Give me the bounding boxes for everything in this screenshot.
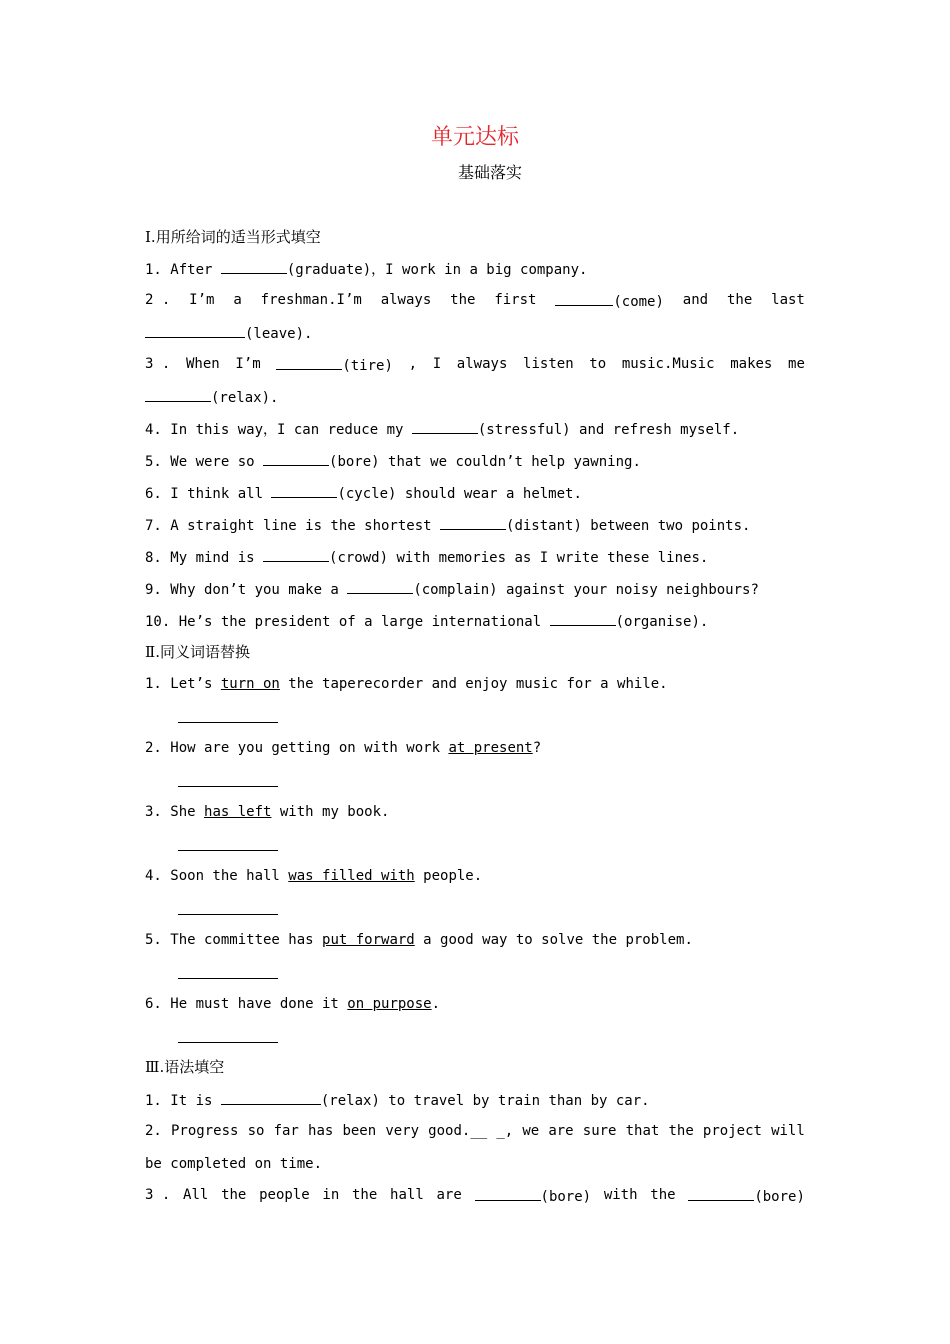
answer-line[interactable] (178, 914, 278, 915)
answer-line[interactable] (178, 850, 278, 851)
answer-blank[interactable] (688, 1186, 754, 1201)
answer-blank[interactable] (555, 291, 613, 306)
answer-blank[interactable] (263, 451, 329, 466)
p1-q3: 3 . When I’m (tire) , I always listen to music.Music makes me (145, 356, 805, 374)
answer-blank[interactable] (263, 547, 329, 562)
p2-q6: 6. He must have done it on purpose. (145, 996, 441, 1012)
p2-q2: 2. How are you getting on with work at present? (145, 740, 542, 756)
p1-q10: 10. He’s the president of a large international (organise). (145, 611, 805, 631)
p3-q1: 1. It is (relax) to travel by train than by car. (145, 1090, 805, 1110)
p1-q9: 9. Why don’t you make a (complain) against your noisy neighbours? (145, 579, 805, 599)
answer-line[interactable] (178, 978, 278, 979)
p1-q7: 7. A straight line is the shortest (distant) between two points. (145, 515, 805, 535)
answer-blank[interactable] (347, 579, 413, 594)
p2-q1: 1. Let’s turn on the taperecorder and enjoy music for a while. (145, 676, 668, 692)
section-3-heading: Ⅲ.语法填空 (145, 1058, 225, 1076)
answer-blank[interactable] (475, 1186, 541, 1201)
answer-blank[interactable] (550, 611, 616, 626)
p1-q2: 2 . I’m a freshman.I’m always the first (come) and the last (145, 292, 805, 310)
answer-blank[interactable] (412, 419, 478, 434)
answer-blank[interactable] (271, 483, 337, 498)
section-2-heading: Ⅱ.同义词语替换 (145, 643, 250, 661)
p1-q2-cont: (leave). (145, 323, 805, 343)
answer-line[interactable] (178, 786, 278, 787)
p1-q5: 5. We were so (bore) that we couldn’t help yawning. (145, 451, 805, 471)
answer-blank[interactable] (440, 515, 506, 530)
p1-q6: 6. I think all (cycle) should wear a helmet. (145, 483, 805, 503)
answer-blank[interactable] (145, 387, 211, 402)
p1-q1: 1. After (graduate)，I work in a big company. (145, 259, 805, 279)
p2-q5: 5. The committee has put forward a good way to solve the problem. (145, 932, 693, 948)
p1-q4: 4. In this way，I can reduce my (stressful) and refresh myself. (145, 419, 805, 439)
answer-blank[interactable] (221, 1090, 321, 1105)
p3-q2-cont: be completed on time. (145, 1156, 323, 1172)
answer-blank[interactable] (145, 323, 245, 338)
answer-blank[interactable] (221, 259, 287, 274)
p2-q3: 3. She has left with my book. (145, 804, 390, 820)
p1-q3-cont: (relax). (145, 387, 805, 407)
answer-blank[interactable] (276, 355, 342, 370)
section-1-heading: Ⅰ.用所给词的适当形式填空 (145, 228, 321, 246)
answer-line[interactable] (178, 1042, 278, 1043)
p2-q4: 4. Soon the hall was filled with people. (145, 868, 483, 884)
p1-q8: 8. My mind is (crowd) with memories as I write these lines. (145, 547, 805, 567)
page-subtitle: 基础落实 (457, 163, 522, 182)
page-title: 单元达标 (430, 125, 519, 150)
p3-q2: 2. Progress so far has been very good.__ _, we are sure that the project will (145, 1123, 805, 1139)
answer-line[interactable] (178, 722, 278, 723)
p3-q3: 3 . All the people in the hall are (bore) with the (bore) (145, 1187, 805, 1205)
